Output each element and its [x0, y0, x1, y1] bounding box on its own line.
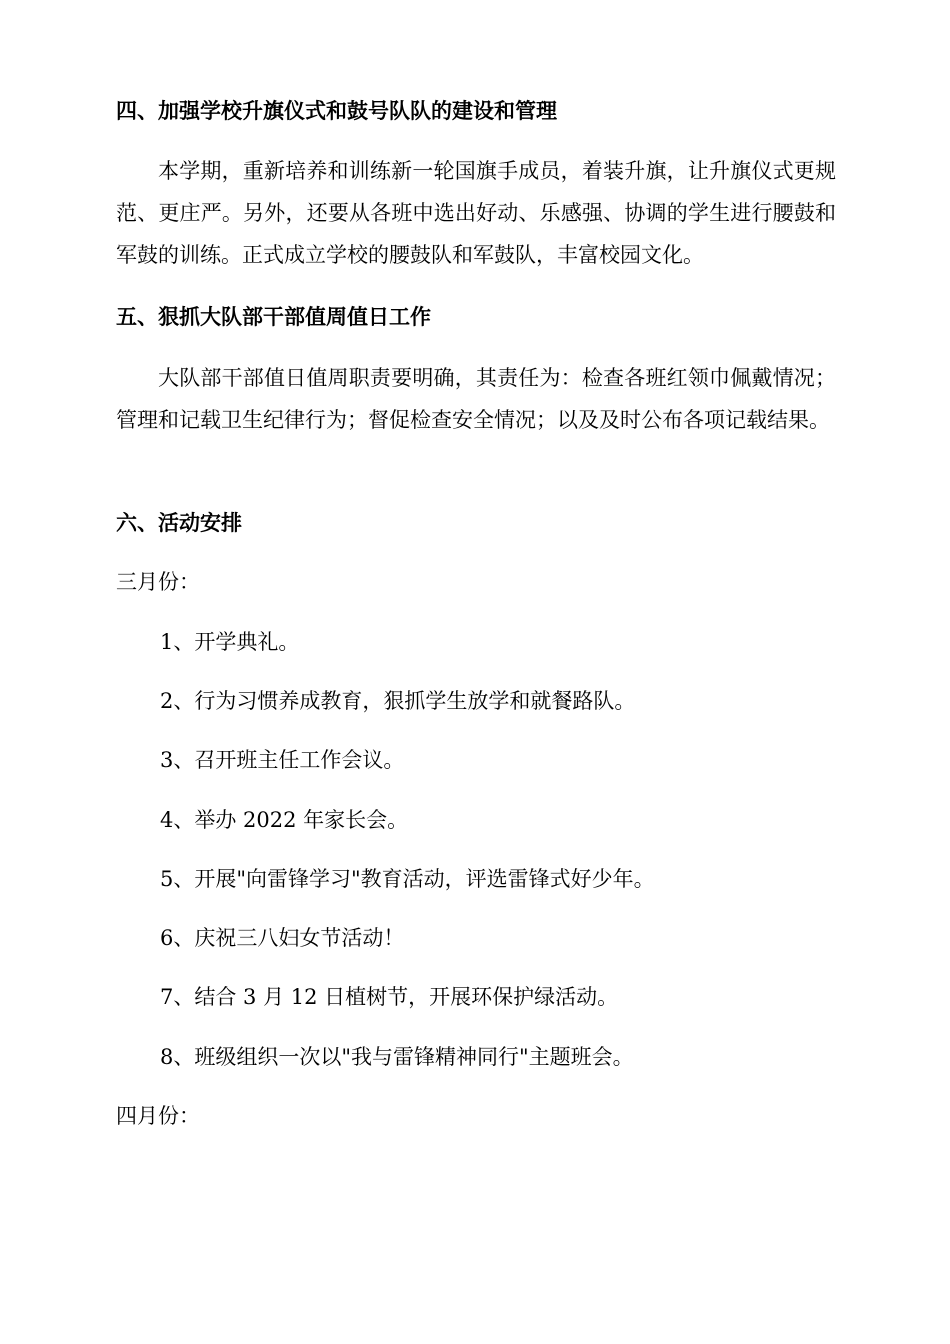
section-heading-6: 六、活动安排 [116, 510, 242, 535]
month-label-april: 四月份： [116, 1104, 200, 1128]
list-item: 2、行为习惯养成教育，狠抓学生放学和就餐路队。 [160, 689, 636, 713]
section-paragraph-4: 本学期，重新培养和训练新一轮国旗手成员，着装升旗，让升旗仪式更规范、更庄严。另外，还要从各班中选出好动、乐感强、协调的学生进行腰鼓和军鼓的训练。正式成立学校的腰鼓队和军鼓队，丰富校园文化。 [116, 159, 836, 267]
list-item: 8、班级组织一次以"我与雷锋精神同行"主题班会。 [160, 1045, 634, 1069]
section-heading-5: 五、狠抓大队部干部值周值日工作 [116, 304, 431, 329]
list-item: 5、开展"向雷锋学习"教育活动，评选雷锋式好少年。 [160, 867, 655, 891]
list-item: 3、召开班主任工作会议。 [160, 748, 405, 772]
list-item: 6、庆祝三八妇女节活动！ [160, 926, 405, 950]
section-heading-4: 四、加强学校升旗仪式和鼓号队队的建设和管理 [116, 98, 557, 123]
list-item: 7、结合 3 月 12 日植树节，开展环保护绿活动。 [160, 985, 619, 1009]
section-paragraph-5: 大队部干部值日值周职责要明确，其责任为：检查各班红领巾佩戴情况；管理和记载卫生纪律行为；督促检查安全情况；以及及时公布各项记载结果。 [116, 366, 836, 432]
list-item: 4、举办 2022 年家长会。 [160, 808, 409, 832]
month-label-march: 三月份： [116, 570, 200, 594]
list-item: 1、开学典礼。 [160, 630, 300, 654]
